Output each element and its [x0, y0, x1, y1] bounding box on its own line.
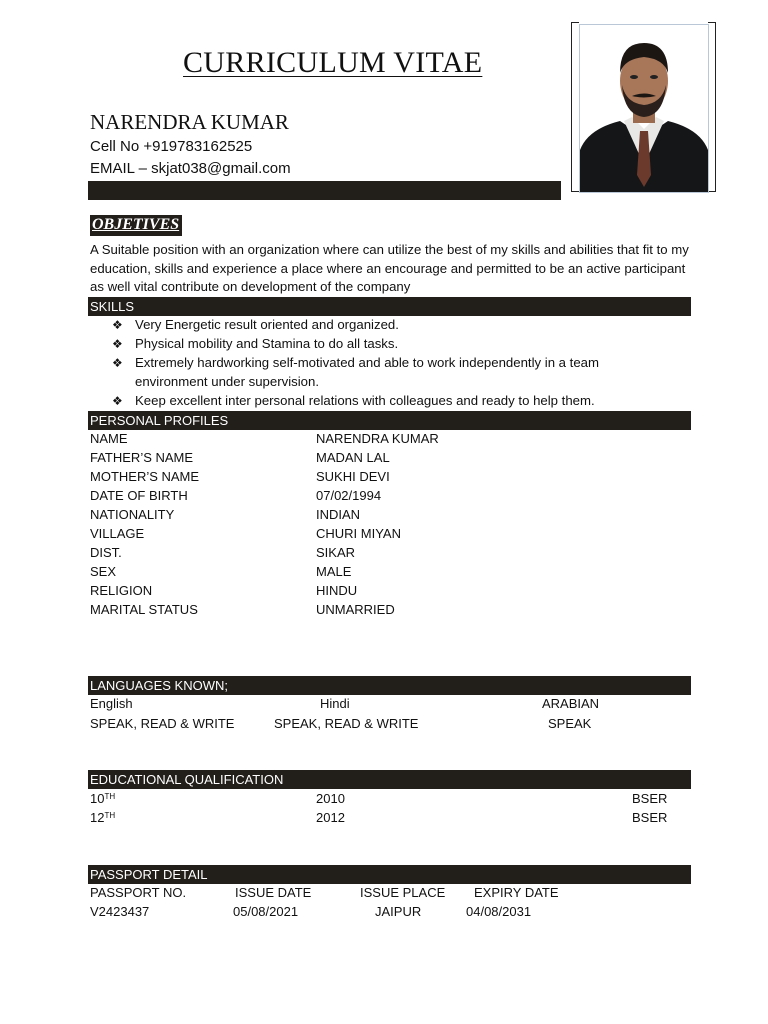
languages-heading: LANGUAGES KNOWN; — [88, 676, 691, 695]
passport-value: V2423437 — [90, 904, 150, 919]
diamond-bullet-icon: ❖ — [112, 337, 123, 351]
profile-field-label: DIST. — [90, 545, 122, 560]
education-board: BSER — [632, 791, 668, 806]
language-ability: SPEAK, READ & WRITE — [90, 716, 235, 731]
passport-value: 05/08/2021 — [233, 904, 299, 919]
profile-field-value: INDIAN — [316, 507, 361, 522]
profile-field-label: NAME — [90, 431, 128, 446]
profile-field-label: MOTHER’S NAME — [90, 469, 200, 484]
passport-value: JAIPUR — [375, 904, 422, 919]
diamond-bullet-icon: ❖ — [112, 356, 123, 370]
document-title: CURRICULUM VITAE — [183, 46, 483, 79]
profile-field-label: SEX — [90, 564, 117, 579]
language-ability: SPEAK, READ & WRITE — [274, 716, 419, 731]
profile-field-value: SIKAR — [316, 545, 356, 560]
skills-heading: SKILLS — [88, 297, 691, 316]
header-divider-bar — [88, 181, 561, 200]
passport-header: EXPIRY DATE — [474, 885, 559, 900]
profile-field-value: MADAN LAL — [316, 450, 390, 465]
objectives-text: A Suitable position with an organization where can utilize the best of my skills and abilities that fit to my education, skills and experience a place where an encourage and permitted to be an active participant as well vital contribute on development of the company — [90, 242, 689, 295]
passport-value: 04/08/2031 — [466, 904, 532, 919]
profile-field-value: HINDU — [316, 583, 358, 598]
language-name: English — [90, 696, 133, 711]
email-address: EMAIL – skjat038@gmail.com — [90, 160, 291, 177]
passport-heading: PASSPORT DETAIL — [88, 865, 691, 884]
passport-header: PASSPORT NO. — [90, 885, 187, 900]
portrait-image — [579, 24, 709, 193]
profile-field-value: CHURI MIYAN — [316, 526, 401, 541]
education-level: 10TH — [90, 791, 116, 806]
profile-photo — [571, 22, 716, 192]
personal-profiles-heading: PERSONAL PROFILES — [88, 411, 691, 430]
education-board: BSER — [632, 810, 668, 825]
education-year: 2012 — [316, 810, 345, 825]
education-year: 2010 — [316, 791, 345, 806]
objectives-heading: OBJETIVES — [90, 215, 182, 236]
profile-field-label: NATIONALITY — [90, 507, 175, 522]
education-level: 12TH — [90, 810, 116, 825]
language-name: Hindi — [320, 696, 350, 711]
profile-field-value: MALE — [316, 564, 352, 579]
profile-field-label: FATHER’S NAME — [90, 450, 194, 465]
profile-field-label: DATE OF BIRTH — [90, 488, 188, 503]
photo-right-bracket — [708, 22, 716, 192]
profile-field-value: 07/02/1994 — [316, 488, 382, 503]
profile-field-value: SUKHI DEVI — [316, 469, 390, 484]
cell-number: Cell No +919783162525 — [90, 138, 253, 155]
profile-field-value: UNMARRIED — [316, 602, 395, 617]
language-ability: SPEAK — [548, 716, 592, 731]
profile-field-label: RELIGION — [90, 583, 153, 598]
candidate-name: NARENDRA KUMAR — [90, 110, 289, 134]
diamond-bullet-icon: ❖ — [112, 318, 123, 332]
profile-field-value: NARENDRA KUMAR — [316, 431, 439, 446]
language-name: ARABIAN — [542, 696, 600, 711]
profile-field-label: MARITAL STATUS — [90, 602, 198, 617]
diamond-bullet-icon: ❖ — [112, 394, 123, 408]
passport-header: ISSUE DATE — [235, 885, 312, 900]
passport-header: ISSUE PLACE — [360, 885, 446, 900]
photo-left-bracket — [571, 22, 579, 192]
profile-field-label: VILLAGE — [90, 526, 145, 541]
education-heading: EDUCATIONAL QUALIFICATION — [88, 770, 691, 789]
